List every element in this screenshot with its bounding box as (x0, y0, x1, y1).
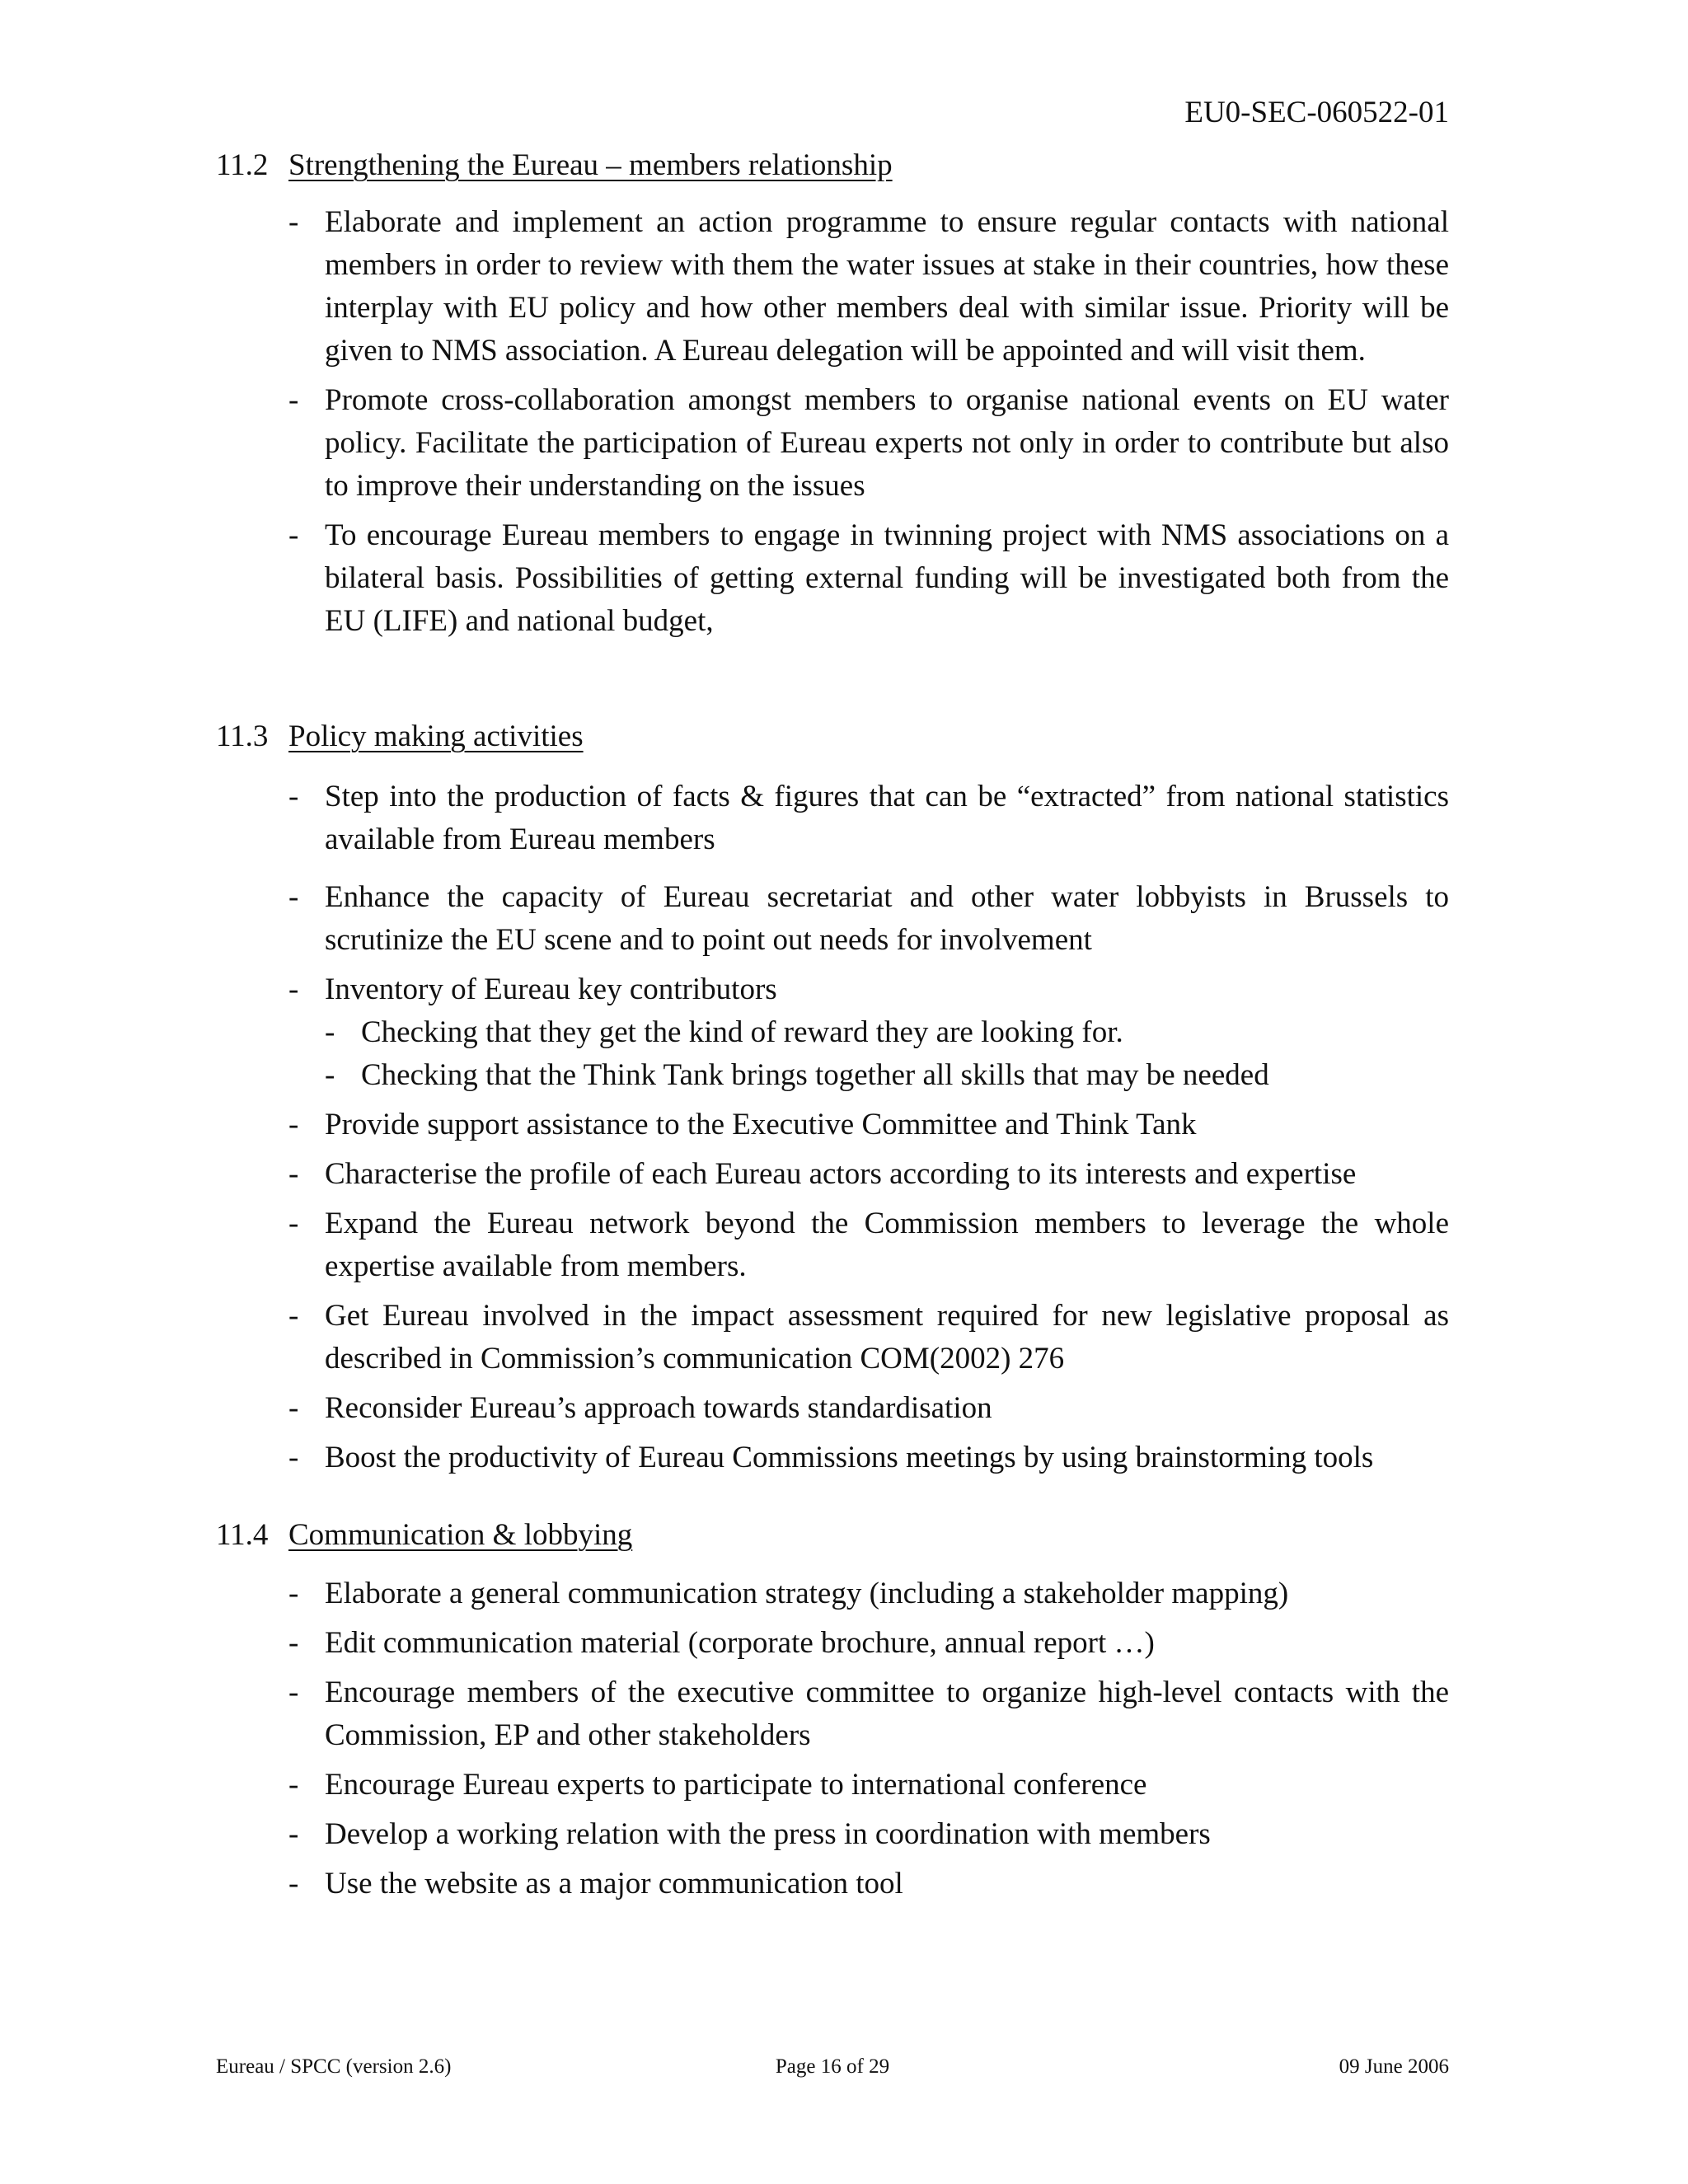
footer-page-number: Page 16 of 29 (775, 2055, 890, 2078)
section-number: 11.4 (216, 1518, 269, 1552)
bullet-dash: - (288, 518, 299, 552)
section-title: Policy making activities (288, 719, 584, 753)
bullet-dash: - (288, 1867, 299, 1900)
list-item (288, 201, 1449, 373)
list-item-text: Encourage members of the executive committee to organize high-level contacts with the Commission, EP and other stakeholders (325, 1675, 1449, 1752)
footer-version: Eureau / SPCC (version 2.6) (216, 2055, 452, 2078)
bullet-dash: - (288, 780, 299, 813)
list-item (288, 1764, 1449, 1807)
section-number: 11.2 (216, 148, 269, 182)
bullet-dash: - (288, 1441, 299, 1474)
bullet-dash: - (288, 1626, 299, 1660)
document-reference: EU0-SEC-060522-01 (1184, 96, 1449, 129)
list-item-text: Step into the production of facts & figures that can be “extracted” from national statistics available from Eureau members (325, 780, 1449, 856)
section-heading-11-3 (216, 716, 1449, 757)
list-item-text: Enhance the capacity of Eureau secretariat and other water lobbyists in Brussels to scrutinize the EU scene and to point out needs for involvement (325, 880, 1449, 957)
bullet-dash: - (288, 1817, 299, 1851)
list-item (288, 876, 1449, 962)
list-item (288, 514, 1449, 643)
sub-list-item-text: Checking that they get the kind of reward they are looking for. (361, 1015, 1123, 1049)
footer-date: 09 June 2006 (1339, 2055, 1449, 2078)
list-item-text: Encourage Eureau experts to participate to international conference (325, 1768, 1147, 1802)
list-item-text: Expand the Eureau network beyond the Commission members to leverage the whole expertise available from members. (325, 1207, 1449, 1283)
list-item-text: Inventory of Eureau key contributors (325, 972, 777, 1006)
list-item (288, 1572, 1449, 1615)
section-list-11-2 (288, 201, 1449, 649)
bullet-dash: - (288, 1207, 299, 1240)
section-list-11-4 (288, 1572, 1449, 1912)
sub-list (325, 1011, 1449, 1097)
section-list-11-3 (288, 776, 1449, 1486)
list-item-text: Edit communication material (corporate brochure, annual report …) (325, 1626, 1155, 1660)
list-item (288, 1104, 1449, 1146)
list-item-text: Boost the productivity of Eureau Commissions meetings by using brainstorming tools (325, 1441, 1374, 1474)
section-heading-11-4 (216, 1515, 1449, 1556)
list-item-text: Elaborate a general communication strategy (including a stakeholder mapping) (325, 1577, 1289, 1610)
sub-list-item (325, 1011, 1449, 1054)
section-number: 11.3 (216, 719, 269, 753)
bullet-dash: - (288, 1157, 299, 1191)
list-item (288, 776, 1449, 861)
list-item-text: To encourage Eureau members to engage in twinning project with NMS associations on a bilateral basis. Possibilities of getting external funding will be investigated both from the EU (LIFE) and national budget, (325, 518, 1449, 638)
list-item-text: Develop a working relation with the press in coordination with members (325, 1817, 1211, 1851)
sub-list-item (325, 1054, 1449, 1097)
list-item-text: Get Eureau involved in the impact assessment required for new legislative proposal as described in Commission’s communication COM(2002) 276 (325, 1299, 1449, 1376)
list-item (288, 1295, 1449, 1380)
section-heading-11-2 (216, 145, 1449, 186)
list-item (288, 1671, 1449, 1757)
sub-list-item-text: Checking that the Think Tank brings together all skills that may be needed (361, 1058, 1269, 1092)
bullet-dash: - (288, 1577, 299, 1610)
bullet-dash: - (325, 1058, 335, 1092)
list-item (288, 968, 1449, 1097)
page-footer (216, 2050, 1449, 2083)
section-title: Communication & lobbying (288, 1518, 633, 1552)
bullet-dash: - (288, 205, 299, 239)
list-item (288, 1863, 1449, 1905)
list-item (288, 1813, 1449, 1856)
list-item-text: Reconsider Eureau’s approach towards standardisation (325, 1391, 992, 1425)
list-item-text: Provide support assistance to the Executive Committee and Think Tank (325, 1108, 1197, 1141)
list-item-text: Promote cross-collaboration amongst members to organise national events on EU water policy. Facilitate the participation of Eureau experts not only in order to contribute but also to improve their understanding on the issues (325, 383, 1449, 503)
list-item (288, 1202, 1449, 1288)
bullet-dash: - (288, 1391, 299, 1425)
list-item-text: Elaborate and implement an action programme to ensure regular contacts with national members in order to review with them the water issues at stake in their countries, how these interplay with EU policy and how other members deal with similar issue. Priority will be given to NMS association. A Eureau delegation will be appointed and will visit them. (325, 205, 1449, 368)
list-item-text: Characterise the profile of each Eureau actors according to its interests and expertise (325, 1157, 1357, 1191)
section-title: Strengthening the Eureau – members relationship (288, 148, 893, 182)
bullet-dash: - (288, 972, 299, 1006)
bullet-dash: - (288, 1675, 299, 1709)
bullet-dash: - (325, 1015, 335, 1049)
bullet-dash: - (288, 1299, 299, 1333)
bullet-dash: - (288, 383, 299, 417)
bullet-dash: - (288, 1108, 299, 1141)
bullet-dash: - (288, 1768, 299, 1802)
list-item (288, 1622, 1449, 1665)
bullet-dash: - (288, 880, 299, 914)
list-item (288, 1153, 1449, 1196)
list-item (288, 1387, 1449, 1430)
list-item-text: Use the website as a major communication tool (325, 1867, 903, 1900)
list-item (288, 379, 1449, 508)
list-item (288, 1436, 1449, 1479)
